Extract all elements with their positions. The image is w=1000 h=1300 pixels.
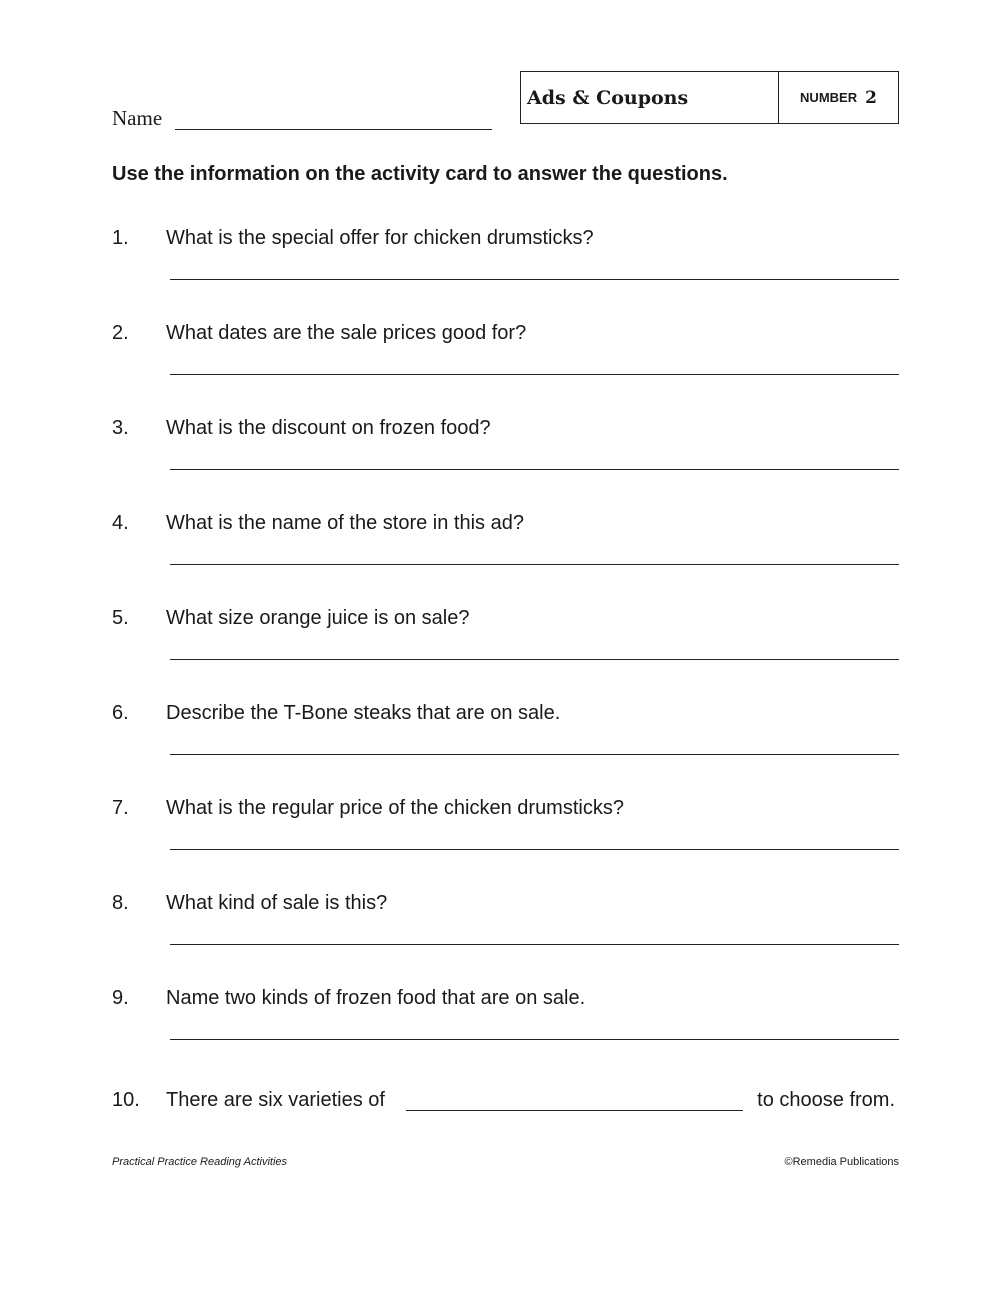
answer-line[interactable] (170, 659, 899, 660)
question-text: What kind of sale is this? (166, 892, 388, 914)
question-2 (112, 322, 899, 392)
worksheet-title: Ads & Coupons (521, 72, 779, 123)
name-row (112, 106, 492, 132)
question-number: 9. (112, 987, 129, 1009)
answer-line[interactable] (170, 754, 899, 755)
title-box (520, 71, 899, 124)
question-number: 8. (112, 892, 129, 914)
question-text: What is the regular price of the chicken drumsticks? (166, 797, 624, 819)
number-label: NUMBER (800, 90, 858, 105)
instructions: Use the information on the activity card to answer the questions. (112, 163, 728, 185)
name-field[interactable] (175, 129, 492, 130)
question-7 (112, 797, 899, 867)
question-text: What dates are the sale prices good for? (166, 322, 527, 344)
question-text: Name two kinds of frozen food that are on sale. (166, 987, 586, 1009)
question-text: What is the name of the store in this ad? (166, 512, 524, 534)
question-number: 7. (112, 797, 129, 819)
question-text-before: There are six varieties of (166, 1089, 385, 1111)
question-5 (112, 607, 899, 677)
worksheet-number (779, 72, 898, 123)
question-number: 10. (112, 1089, 140, 1111)
question-1 (112, 227, 899, 297)
question-8 (112, 892, 899, 962)
question-number: 6. (112, 702, 129, 724)
question-text: What is the special offer for chicken drumsticks? (166, 227, 594, 249)
answer-line[interactable] (170, 944, 899, 945)
answer-line[interactable] (170, 374, 899, 375)
footer-series: Practical Practice Reading Activities (112, 1156, 288, 1168)
question-text-after: to choose from. (757, 1089, 895, 1111)
question-text: What is the discount on frozen food? (166, 417, 491, 439)
answer-line[interactable] (170, 849, 899, 850)
question-6 (112, 702, 899, 772)
answer-line[interactable] (170, 279, 899, 280)
answer-line[interactable] (170, 564, 899, 565)
question-3 (112, 417, 899, 487)
fill-in-blank[interactable] (406, 1110, 743, 1111)
question-9 (112, 987, 899, 1057)
question-number: 1. (112, 227, 129, 249)
name-label: Name (112, 106, 163, 130)
question-text: Describe the T-Bone steaks that are on sale. (166, 702, 561, 724)
answer-line[interactable] (170, 469, 899, 470)
answer-line[interactable] (170, 1039, 899, 1040)
question-text: What size orange juice is on sale? (166, 607, 470, 629)
question-number: 2. (112, 322, 129, 344)
question-number: 5. (112, 607, 129, 629)
footer-copyright: ©Remedia Publications (784, 1156, 899, 1168)
question-number: 3. (112, 417, 129, 439)
question-number: 4. (112, 512, 129, 534)
question-4 (112, 512, 899, 582)
number-value: 2 (865, 87, 877, 108)
